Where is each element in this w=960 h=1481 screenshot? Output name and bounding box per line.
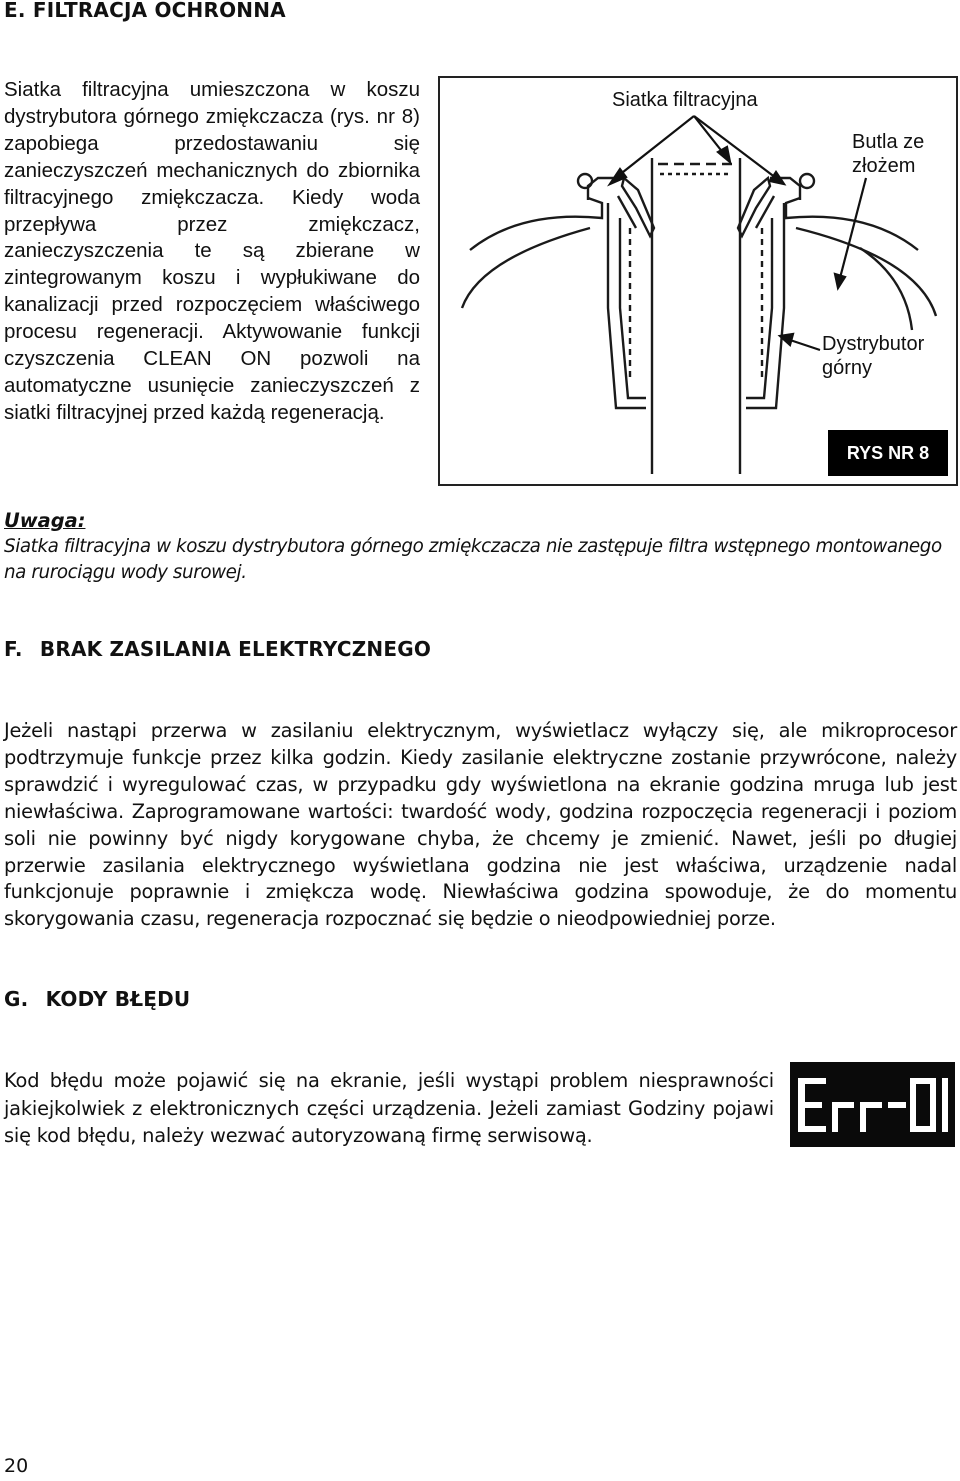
power-outage-paragraph: Jeżeli nastąpi przerwa w zasilaniu elektrycznym, wyświetlacz wyłączy się, ale mikroprocesor podtrzymuje funkcje przez kilka godzin. Kiedy zasilanie elektryczne zostanie przywrócone, należy sprawdzić i wyregulować czas, w przypadku gdy wyświetlona na ekranie godzina mruga lub jest niewłaściwa. Zaprogramowane wartości: twardość wody, godzina rozpoczęcia regeneracji i poziom soli nie powinny być nigdy korygowane chyba, że chcemy je zmienić. Nawet, jeśli po długiej przerwie zasilania elektrycznego wyświetlana godzina nie jest właściwa, urządzenie nadal funkcjonuje poprawnie i zmiękcza wodę. Niewłaściwa godzina spowoduje, że do momentu skorygowania czasu, regeneracja rozpocznać się będzie o nieodpowiedniej porze. (4, 719, 957, 931)
section-f-title: BRAK ZASILANIA ELEKTRYCZNEGO (39, 637, 432, 661)
error-code-display (790, 1062, 955, 1147)
label-upper-distributor: Dystrybutor górny (822, 333, 925, 379)
page-number: 20 (4, 1455, 29, 1477)
tank-shoulder-left (470, 198, 602, 250)
note-text: Siatka filtracyjna w koszu dystrybutora górnego zmiękczacza nie zastępuje filtra wstępnego montowanego na rurociągu wody surowej. (4, 536, 942, 583)
tank-shoulder-right (786, 198, 918, 250)
section-e-letter: E. (4, 0, 26, 22)
section-e-heading (4, 0, 286, 22)
section-f-heading (4, 637, 431, 661)
section-g-letter: G. (4, 987, 29, 1011)
label-filter-screen: Siatka filtracyjna (612, 89, 758, 111)
tank-wall-right (796, 228, 936, 316)
label-resin-tank: Butla ze złożem (852, 131, 925, 177)
intro-paragraph: Siatka filtracyjna umieszczona w koszu dystrybutora górnego zmiękczacza (rys. nr 8) zapobiega przedostawaniu się zanieczyszczeń mechanicznych do zbiornika filtracyjnego zmiękczacza. Kiedy woda przepływa przez zmiękczacz, zanieczyszczenia te są zbierane w zintegrowanym koszu i wypłukiwane do kanalizacji przed rozpoczęciem właściwego procesu regeneracji. Aktywowanie funkcji czyszczenia CLEAN ON pozwoli na automatyczne usunięcie zanieczyszczeń z siatki filtracyjnej przed każdą regeneracją. (4, 78, 420, 424)
o-ring-right (800, 174, 814, 188)
note-label: Uwaga: (4, 509, 86, 532)
figure-distributor-diagram (438, 76, 958, 486)
figure-caption: RYS NR 8 (828, 430, 948, 476)
screen-fin-right (738, 178, 770, 236)
section-f-letter: F. (4, 637, 23, 661)
screen-fin-left (622, 178, 654, 236)
tank-wall-left (462, 228, 590, 308)
seven-segment-error-code (790, 1062, 955, 1147)
o-ring-left (578, 174, 592, 188)
section-g-heading (4, 987, 190, 1011)
error-code-paragraph: Kod błędu może pojawić się na ekranie, jeśli wystąpi problem niesprawności jakiejkolwiek z elektronicznych części urządzenia. Jeżeli zamiast Godziny pojawi się kod błędu, należy wezwać autoryzowaną firmę serwisową. (4, 1069, 774, 1147)
section-g-title: KODY BŁĘDU (45, 987, 191, 1011)
section-e-title: FILTRACJA OCHRONNA (32, 0, 286, 22)
